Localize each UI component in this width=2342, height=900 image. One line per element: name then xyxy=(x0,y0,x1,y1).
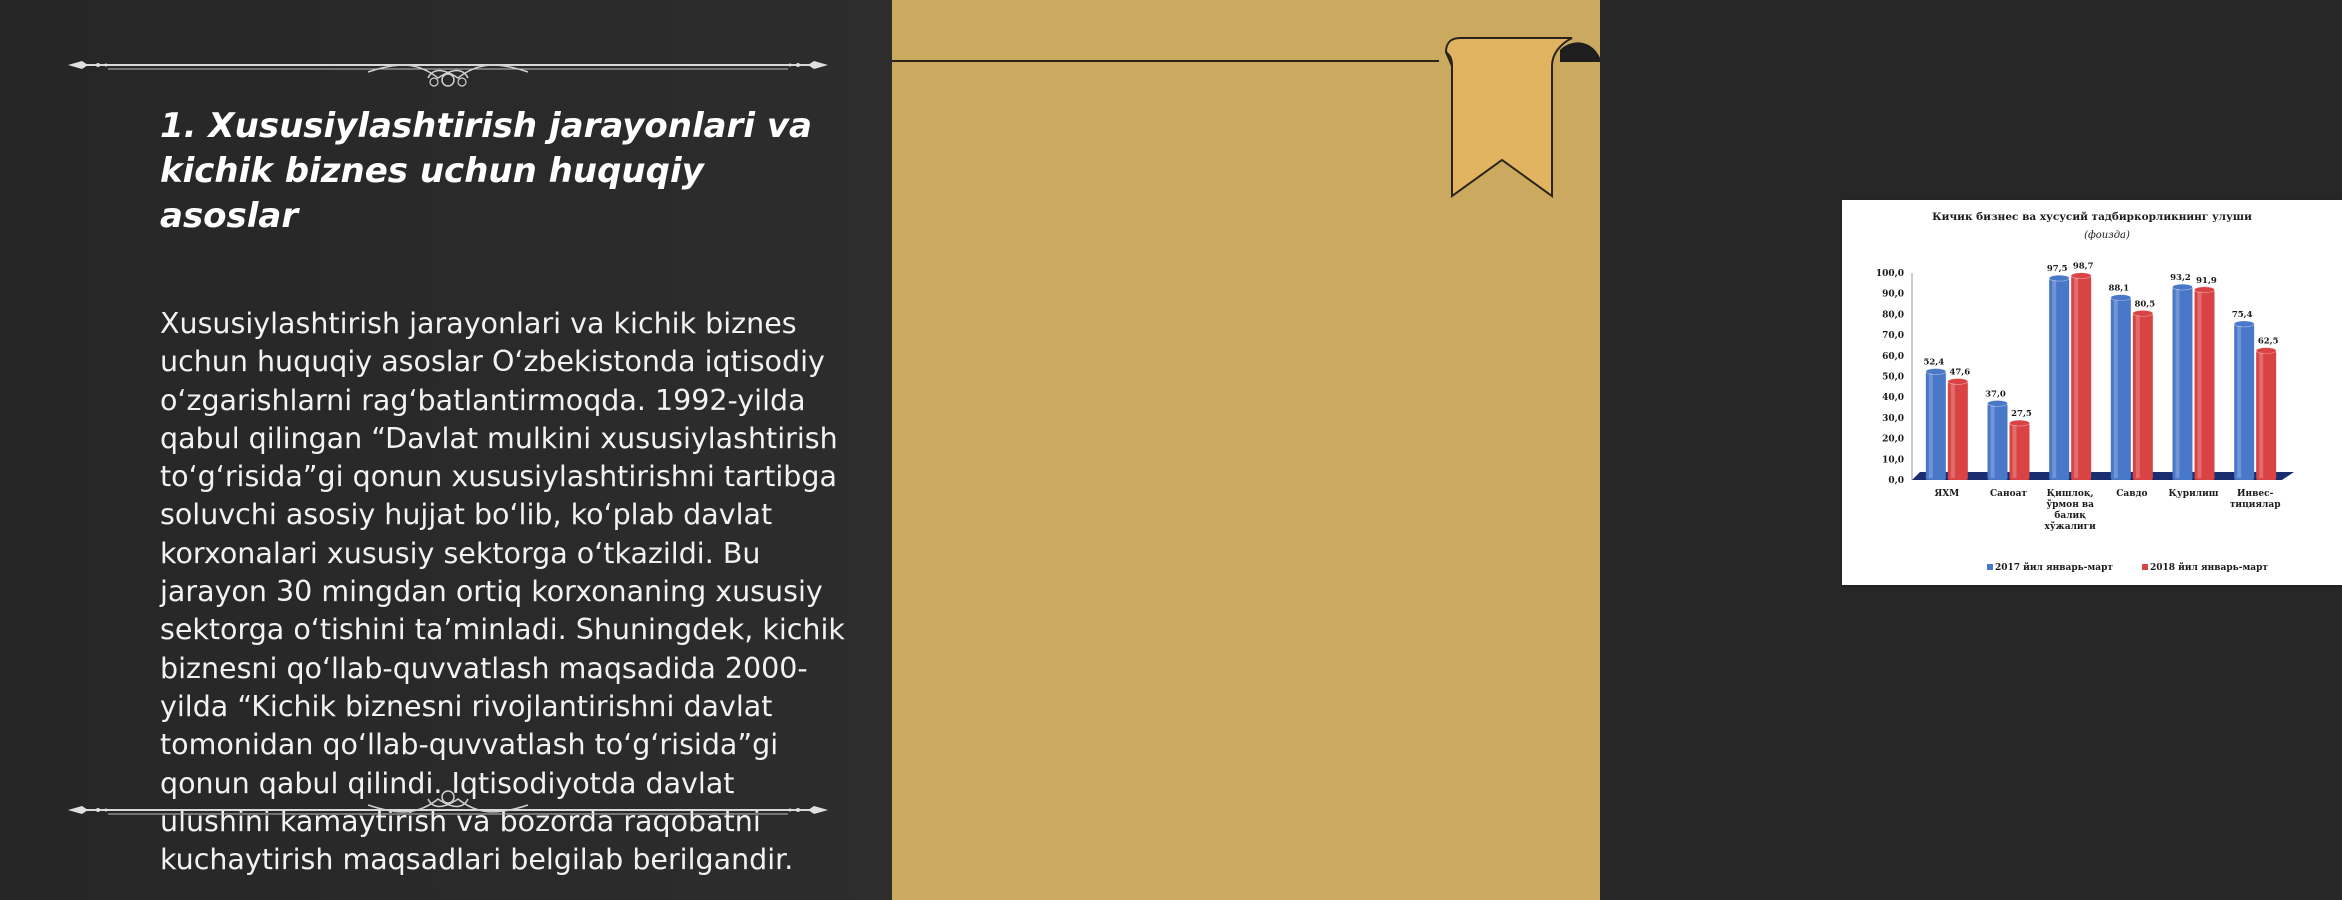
data-label: 97,5 xyxy=(2046,264,2068,275)
chart-category-labels xyxy=(1934,489,2280,532)
category-label xyxy=(2116,489,2147,499)
data-label: 27,5 xyxy=(2011,409,2032,420)
y-tick-label: 90,0 xyxy=(1882,289,1904,300)
y-tick-label: 50,0 xyxy=(1882,372,1904,383)
y-tick-label: 60,0 xyxy=(1882,351,1904,362)
decorative-line xyxy=(892,60,1439,62)
legend-swatch xyxy=(1987,564,1993,570)
bar xyxy=(2111,298,2131,480)
y-tick-label: 70,0 xyxy=(1882,331,1904,342)
legend-label: 2018 йил январь-март xyxy=(2150,563,2268,573)
slide-title: 1. Xususiylashtirish jarayonlari va kichik biznes uchun huquqiy asoslar xyxy=(160,106,812,236)
category-label xyxy=(1934,489,1959,499)
data-label: 80,5 xyxy=(2134,299,2156,310)
bar-highlight xyxy=(2136,315,2140,478)
y-tick-label: 30,0 xyxy=(1882,413,1904,424)
category-label-line: тициялар xyxy=(2229,500,2281,510)
bar-highlight xyxy=(1951,383,1955,478)
bar-cap xyxy=(2111,295,2131,301)
category-label-line: Савдо xyxy=(2116,489,2148,499)
y-tick-label: 10,0 xyxy=(1882,455,1904,466)
bar-highlight xyxy=(2013,425,2017,478)
legend-swatch xyxy=(2142,564,2148,570)
data-label: 62,5 xyxy=(2257,336,2279,347)
y-tick-label: 100,0 xyxy=(1875,269,1904,279)
y-tick-label: 0,0 xyxy=(1888,476,1904,486)
chart-legend xyxy=(1987,562,2268,573)
bar xyxy=(2133,313,2153,480)
y-tick-label: 20,0 xyxy=(1882,434,1904,445)
category-label-line: ЯХМ xyxy=(1934,489,1960,499)
category-label-line: балиқ xyxy=(2054,511,2086,521)
bar-cap xyxy=(2133,310,2153,316)
category-label-line: ўрмон ва xyxy=(2046,500,2095,510)
category-label-line: Инвес- xyxy=(2237,489,2274,499)
bar-highlight xyxy=(2198,292,2202,478)
left-panel xyxy=(0,0,892,900)
bar-highlight xyxy=(1929,374,1933,478)
chart-card xyxy=(1842,200,2342,585)
bottom-ornament xyxy=(68,785,828,835)
data-label: 37,0 xyxy=(1985,389,2006,400)
data-label: 52,4 xyxy=(1923,357,1945,368)
legend-label: 2017 йил январь-март xyxy=(1995,563,2113,573)
category-label xyxy=(2045,489,2097,532)
data-label: 98,7 xyxy=(2072,261,2094,272)
y-tick-label: 40,0 xyxy=(1882,393,1904,404)
bar-highlight xyxy=(1991,405,1995,478)
category-label-line: Саноат xyxy=(1990,489,2027,499)
bar-highlight xyxy=(2074,278,2078,478)
data-label: 88,1 xyxy=(2108,283,2130,294)
bar-highlight xyxy=(2237,326,2241,478)
bar-highlight xyxy=(2114,300,2118,478)
bar-chart xyxy=(1842,200,2342,585)
bar-highlight xyxy=(2052,280,2056,478)
chart-bars xyxy=(1923,262,2278,480)
data-label: 91,9 xyxy=(2196,275,2217,286)
category-label xyxy=(1990,489,2027,499)
category-label xyxy=(2230,489,2281,510)
data-label: 75,4 xyxy=(2231,309,2253,320)
category-label-line: Қурилиш xyxy=(2168,489,2219,499)
chart-title: Кичик бизнес ва хусусий тадбиркорликнинг улуши xyxy=(1932,211,2252,223)
slide-body-text: Xususiylashtirish jarayonlari va kichik biznes uchun huquqiy asoslar O‘zbekistonda iqtisodiy o‘zgarishlarni rag‘batlantirmoqda. 1992-yilda qabul qilingan “Davlat mulkini xususiylashtirish to‘g‘risida”gi qonun xususiylashtirishni tartibga soluvchi asosiy hujjat bo‘lib, ko‘plab davlat korxonalari xususiy sektorga o‘tkazildi. Bu jarayon 30 mingdan ortiq korxonaning xususiy sektorga o‘tishini ta’minladi. Shuningdek, kichik biznesni qo‘llab-quvvatlash maqsadida 2000-yilda “Kichik biznesni rivojlantirishni davlat tomonidan qo‘llab-quvvatlash to‘g‘risida”gi qonun qabul qilindi. Iqtisodiyotda davlat ulushini kamaytirish va bozorda raqobatni kuchaytirish maqsadlari belgilab berilgandir. xyxy=(160,307,845,877)
chart-subtitle: (фоизда) xyxy=(2084,230,2130,241)
category-label-line: хўжалиги xyxy=(2044,522,2096,532)
y-tick-label: 80,0 xyxy=(1882,310,1904,321)
bookmark-ribbon xyxy=(1432,36,1600,198)
data-label: 47,6 xyxy=(1949,367,1971,378)
bar-highlight xyxy=(2259,353,2263,478)
top-ornament xyxy=(68,40,828,90)
bar-highlight xyxy=(2176,289,2180,478)
category-label-line: Қишлоқ, xyxy=(2046,489,2094,499)
data-label: 93,2 xyxy=(2170,273,2191,284)
right-panel xyxy=(892,0,2281,900)
category-label xyxy=(2169,489,2219,499)
